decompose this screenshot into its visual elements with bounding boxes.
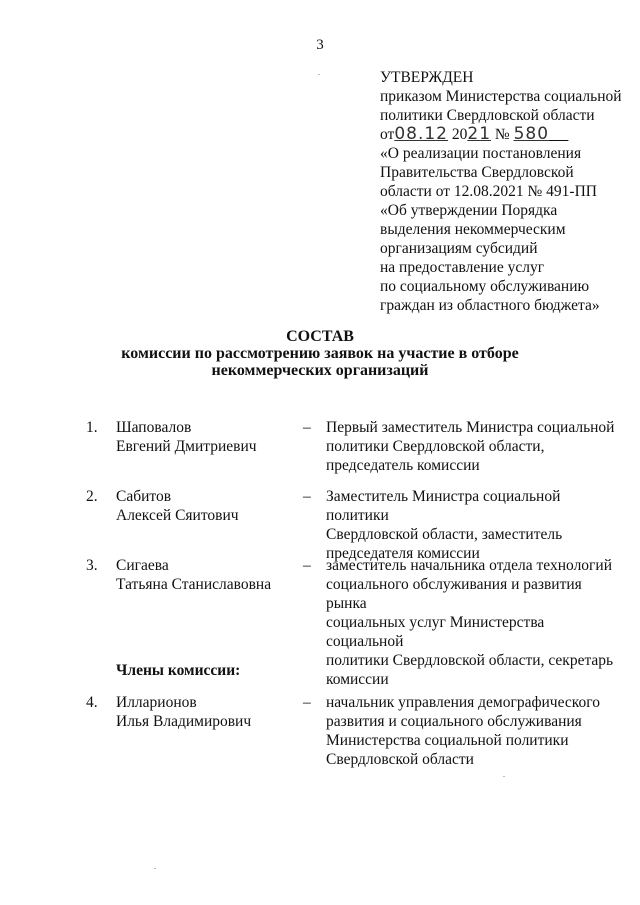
approval-title-line: Правительства Свердловской <box>380 164 574 181</box>
document-title <box>0 328 640 379</box>
member-role-line: председатель комиссии <box>326 457 480 474</box>
member-role-line: развития и социального обслуживания <box>326 713 582 730</box>
approval-heading: УТВЕРЖДЕН <box>380 69 474 86</box>
member-given-name: Татьяна Станиславовна <box>116 576 272 593</box>
order-date-handwritten: 08.12 <box>394 124 448 144</box>
member-dash: – <box>303 557 311 574</box>
document-title-line-3: некоммерческих организаций <box>211 362 429 379</box>
member-role-line: комиссии <box>326 671 389 688</box>
member-given-name: Евгений Дмитриевич <box>116 438 257 455</box>
member-number: 4. <box>86 694 98 711</box>
document-title-line-1: СОСТАВ <box>286 328 354 345</box>
member-role <box>326 418 616 475</box>
member-surname: Сигаева <box>116 557 169 574</box>
approval-title-line: «Об утверждении Порядка <box>380 202 558 219</box>
member-role-line: Министерства социальной политики <box>326 732 569 749</box>
member-surname: Илларионов <box>116 694 197 711</box>
member-role-line: Свердловской области, заместитель <box>326 526 563 543</box>
member-role-line: социальных услуг Министерства социальной <box>326 614 545 650</box>
scan-speck <box>503 776 505 777</box>
approval-title-line: выделения некоммерческим <box>380 221 566 238</box>
scan-speck <box>318 74 320 75</box>
member-role-line: начальник управления демографического <box>326 694 600 711</box>
member-number: 1. <box>86 419 98 436</box>
member-surname: Шаповалов <box>116 419 192 436</box>
member-name <box>116 418 296 456</box>
order-year-prefix: 20 <box>451 126 468 143</box>
member-role-line: Первый заместитель Министра социальной <box>326 419 615 436</box>
member-role-line: Свердловской области <box>326 751 474 768</box>
member-dash: – <box>303 488 311 505</box>
member-given-name: Алексей Сяитович <box>116 507 239 524</box>
member-name <box>116 487 296 525</box>
order-line <box>380 125 630 144</box>
member-role <box>326 556 616 689</box>
member-dash: – <box>303 694 311 711</box>
approval-line-2: политики Свердловской области <box>380 107 595 124</box>
approval-block <box>380 68 630 315</box>
page-number: 3 <box>316 37 324 53</box>
member-surname: Сабитов <box>116 488 172 505</box>
member-role-line: политики Свердловской области, <box>326 438 545 455</box>
approval-title-line: граждан из областного бюджета» <box>380 297 600 314</box>
approval-title-line: организациям субсидий <box>380 240 538 257</box>
order-number-handwritten: 580 <box>513 124 550 144</box>
member-dash: – <box>303 419 311 436</box>
order-number-underline <box>549 126 568 143</box>
member-role <box>326 693 616 769</box>
approval-title-line: «О реализации постановления <box>380 145 582 162</box>
member-role-line: председателя комиссии <box>326 545 480 562</box>
member-given-name: Илья Владимирович <box>116 713 252 730</box>
member-number: 3. <box>86 557 98 574</box>
member-role-line: заместитель начальника отдела технологий <box>326 557 613 574</box>
scan-speck <box>154 868 156 869</box>
member-name <box>116 693 296 731</box>
document-title-line-2: комиссии по рассмотрению заявок на участие в отборе <box>121 345 519 362</box>
member-role-line: социального обслуживания и развития рынка <box>326 576 582 612</box>
approval-title-line: по социальному обслуживанию <box>380 278 590 295</box>
member-name <box>116 556 296 594</box>
order-prefix: от <box>380 126 395 143</box>
approval-line-1: приказом Министерства социальной <box>380 88 622 105</box>
members-heading: Члены комиссии: <box>116 662 241 679</box>
approval-title-line: области от 12.08.2021 № 491-ПП <box>380 183 597 200</box>
member-number: 2. <box>86 488 98 505</box>
member-role-line: политики Свердловской области, секретарь <box>326 652 614 669</box>
order-number-sign: № <box>494 126 510 143</box>
approval-title-line: на предоставление услуг <box>380 259 545 276</box>
member-role <box>326 487 616 563</box>
order-year-handwritten: 21 <box>467 124 492 144</box>
member-role-line: Заместитель Министра социальной политики <box>326 488 561 524</box>
